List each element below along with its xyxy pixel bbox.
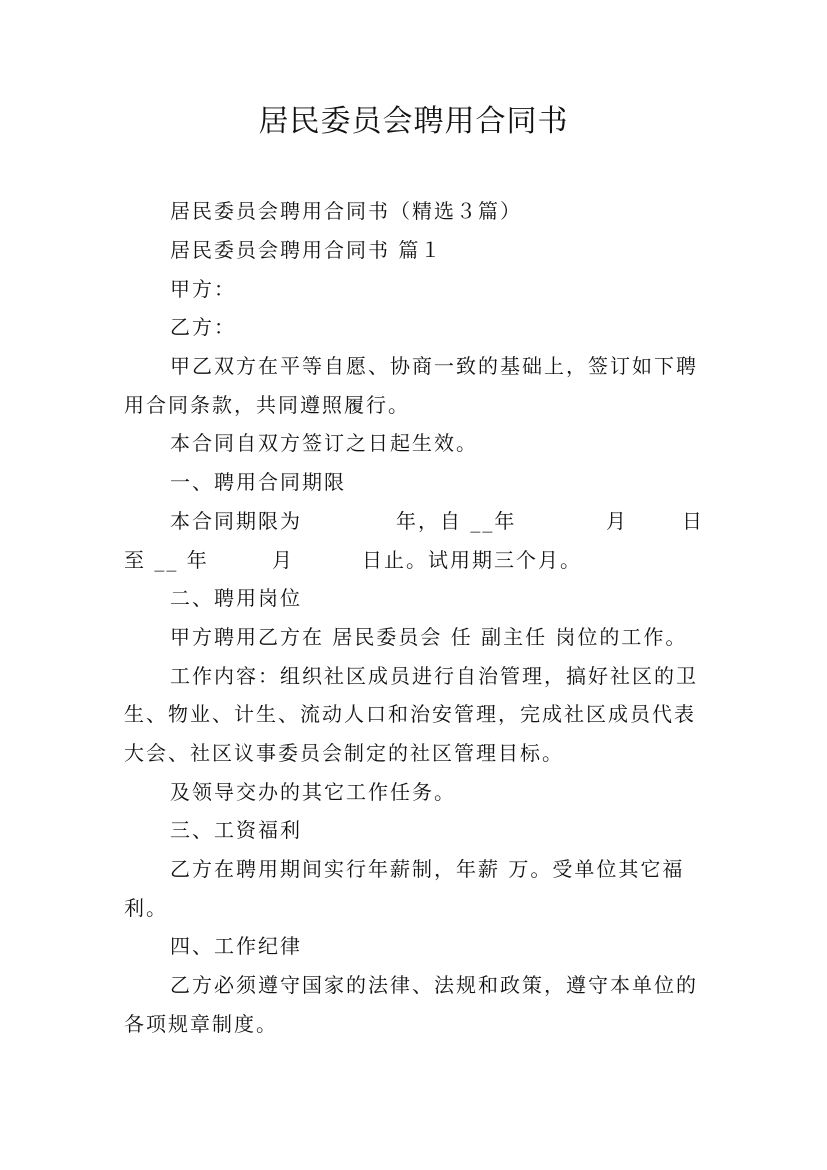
duties-paragraph-line: 大会、社区议事委员会制定的社区管理目标。 — [124, 741, 564, 765]
term-text: 月 — [272, 548, 294, 572]
effective-clause: 本合同自双方签订之日起生效。 — [170, 431, 478, 455]
party-a-label: 甲方： — [170, 277, 236, 301]
part-heading: 居民委员会聘用合同书 篇１ — [170, 238, 443, 262]
document-title: 居民委员会聘用合同书 — [258, 104, 569, 139]
subtitle: 居民委员会聘用合同书（精选３篇） — [170, 199, 522, 223]
intro-paragraph-line: 用合同条款，共同遵照履行。 — [124, 393, 410, 417]
duties-paragraph-line: 生、物业、计生、流动人口和治安管理，完成社区成员代表 — [124, 702, 696, 726]
term-text: 日 — [682, 509, 704, 533]
section-heading-discipline: 四、工作纪律 — [170, 934, 302, 958]
term-text: 年，自 __年 — [396, 509, 517, 533]
salary-paragraph-line: 利。 — [124, 896, 168, 920]
duties-paragraph-line: 工作内容：组织社区成员进行自治管理，搞好社区的卫 — [170, 664, 698, 688]
section-heading-position: 二、聘用岗位 — [170, 586, 302, 610]
term-text: 本合同期限为 — [170, 509, 302, 533]
term-text: 月 — [606, 509, 628, 533]
duties-paragraph-line: 及领导交办的其它工作任务。 — [170, 780, 456, 804]
salary-paragraph-line: 乙方在聘用期间实行年薪制，年薪 万。受单位其它福 — [170, 857, 685, 881]
section-heading-term: 一、聘用合同期限 — [170, 470, 346, 494]
discipline-paragraph-line: 乙方必须遵守国家的法律、法规和政策，遵守本单位的 — [170, 973, 698, 997]
discipline-paragraph-line: 各项规章制度。 — [124, 1012, 278, 1036]
term-text: 日止。试用期三个月。 — [362, 548, 582, 572]
party-b-label: 乙方： — [170, 315, 236, 339]
position-clause: 甲方聘用乙方在 居民委员会 任 副主任 岗位的工作。 — [170, 625, 688, 649]
intro-paragraph-line: 甲乙双方在平等自愿、协商一致的基础上，签订如下聘 — [170, 354, 698, 378]
section-heading-salary: 三、工资福利 — [170, 818, 302, 842]
term-text: 至 __ 年 — [124, 548, 209, 572]
